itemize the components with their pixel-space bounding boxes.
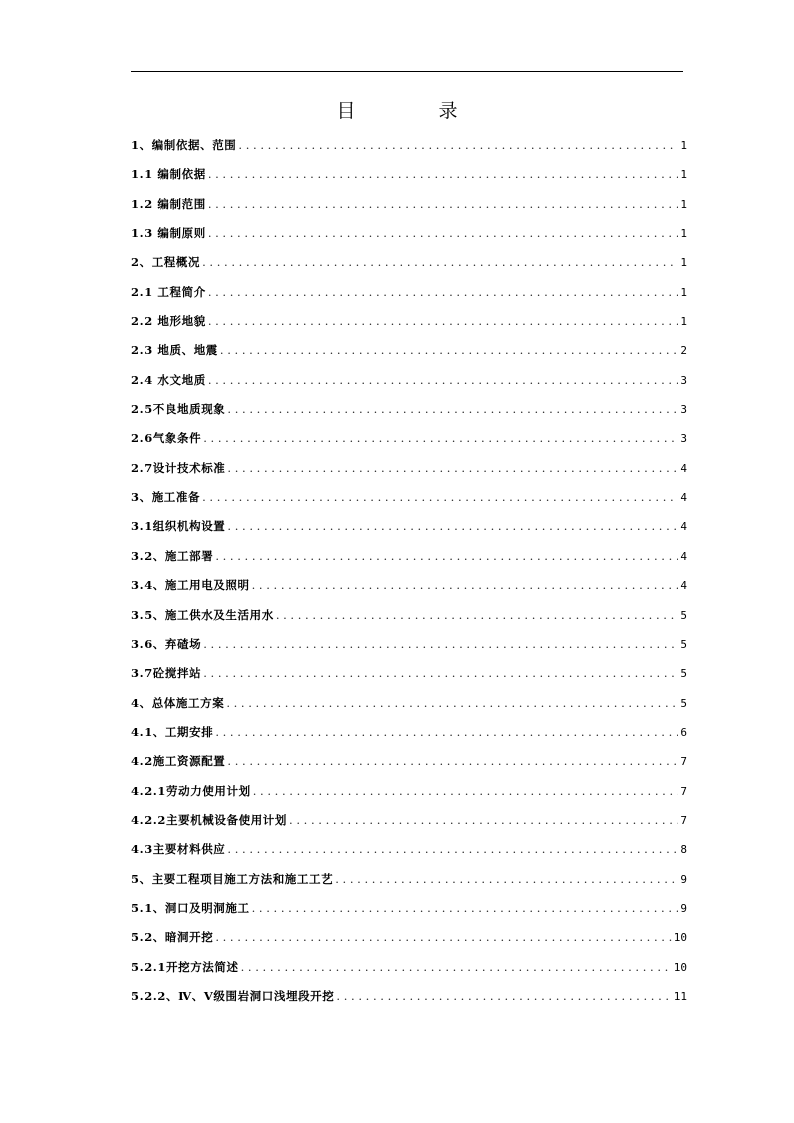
toc-entry[interactable] (131, 987, 687, 1016)
toc-entry[interactable] (131, 840, 687, 869)
toc-entry-label: 1.2 编制范围 (131, 196, 206, 211)
toc-entry-page-number: 4 (680, 491, 687, 505)
toc-entry[interactable] (131, 870, 687, 899)
toc-dot-leader (208, 371, 679, 389)
toc-entry-page-number: 1 (680, 285, 687, 299)
toc-entry-label: 3.1组织机构设置 (131, 519, 226, 534)
toc-entry[interactable] (131, 224, 687, 253)
toc-entry-page-number: 7 (680, 813, 687, 827)
toc-dot-leader (226, 694, 678, 712)
toc-entry-page-number: 10 (673, 960, 687, 974)
toc-entry[interactable] (131, 811, 687, 840)
toc-dot-leader (227, 517, 678, 535)
toc-title: 目 录 (336, 100, 490, 122)
toc-entry[interactable] (131, 606, 687, 635)
toc-dot-leader (252, 576, 679, 594)
toc-entry-label: 1、编制依据、范围 (131, 138, 237, 152)
toc-dot-leader (203, 635, 678, 653)
toc-entry[interactable] (131, 958, 687, 987)
toc-entry-page-number: 3 (680, 432, 687, 446)
toc-entry-page-number: 7 (680, 784, 687, 798)
toc-entry-label: 4.2施工资源配置 (131, 754, 226, 769)
toc-dot-leader (208, 283, 679, 301)
toc-entry[interactable] (131, 782, 687, 811)
toc-entry[interactable] (131, 752, 687, 781)
toc-entry[interactable] (131, 312, 687, 341)
toc-dot-leader (215, 547, 678, 565)
toc-dot-leader (202, 488, 678, 506)
toc-entry-page-number: 5 (680, 696, 687, 710)
toc-entry-page-number: 1 (680, 139, 687, 152)
toc-entry-label: 2.7设计技术标准 (131, 460, 226, 475)
toc-dot-leader (208, 312, 679, 330)
toc-dot-leader (336, 987, 671, 1005)
toc-entry[interactable] (131, 517, 687, 546)
table-of-contents (131, 136, 687, 1016)
toc-entry[interactable] (131, 283, 687, 312)
toc-entry-page-number: 8 (680, 843, 687, 857)
toc-entry[interactable] (131, 429, 687, 458)
toc-entry[interactable] (131, 400, 687, 429)
toc-entry-label: 5.2.2、Ⅳ、Ⅴ级围岩洞口浅埋段开挖 (131, 988, 335, 1003)
toc-entry[interactable] (131, 165, 687, 194)
toc-entry-page-number: 3 (680, 373, 687, 387)
toc-dot-leader (241, 958, 672, 976)
toc-entry[interactable] (131, 459, 687, 488)
toc-entry[interactable] (131, 341, 687, 370)
toc-dot-leader (227, 459, 678, 477)
toc-dot-leader (202, 253, 678, 271)
toc-dot-leader (335, 870, 678, 888)
toc-entry-label: 3.2、施工部署 (131, 548, 214, 563)
toc-entry-page-number: 1 (680, 256, 687, 270)
toc-entry-page-number: 2 (680, 344, 687, 358)
toc-entry-page-number: 4 (680, 549, 687, 563)
toc-entry[interactable] (131, 488, 687, 517)
toc-entry-page-number: 1 (680, 197, 687, 211)
toc-entry[interactable] (131, 928, 687, 957)
toc-entry-label: 3、施工准备 (131, 490, 201, 505)
toc-entry-label: 4.2.2主要机械设备使用计划 (131, 812, 288, 827)
toc-dot-leader (215, 723, 678, 741)
toc-dot-leader (252, 899, 679, 917)
toc-entry-page-number: 4 (680, 461, 687, 475)
toc-entry-page-number: 5 (680, 667, 687, 681)
toc-dot-leader (220, 341, 678, 359)
toc-entry-label: 2.3 地质、地震 (131, 343, 218, 358)
toc-entry-label: 3.7砼搅拌站 (131, 666, 202, 681)
toc-entry-page-number: 6 (680, 725, 687, 739)
toc-entry-label: 5.1、洞口及明洞施工 (131, 900, 250, 915)
header-rule (131, 71, 683, 72)
toc-entry-label: 3.5、施工供水及生活用水 (131, 607, 274, 622)
toc-entry-page-number: 3 (680, 403, 687, 417)
toc-dot-leader (227, 752, 678, 770)
toc-entry-page-number: 5 (680, 608, 687, 622)
toc-dot-leader (238, 136, 678, 154)
toc-entry[interactable] (131, 136, 687, 165)
toc-entry-page-number: 1 (680, 227, 687, 241)
toc-entry-page-number: 10 (673, 931, 687, 945)
toc-dot-leader (208, 165, 679, 183)
toc-dot-leader (253, 782, 679, 800)
toc-entry[interactable] (131, 664, 687, 693)
toc-entry-page-number: 4 (680, 579, 687, 593)
toc-entry-page-number: 7 (680, 755, 687, 769)
toc-entry[interactable] (131, 253, 687, 282)
toc-entry-label: 1.1 编制依据 (131, 167, 206, 182)
toc-entry-page-number: 11 (673, 989, 687, 1003)
toc-entry[interactable] (131, 635, 687, 664)
toc-entry-label: 2、工程概况 (131, 255, 201, 270)
toc-dot-leader (208, 224, 679, 242)
toc-entry-label: 4.2.1劳动力使用计划 (131, 783, 251, 798)
toc-entry[interactable] (131, 576, 687, 605)
toc-entry-label: 2.2 地形地貌 (131, 314, 206, 329)
toc-entry-label: 5.2、暗洞开挖 (131, 930, 214, 945)
toc-entry-page-number: 1 (680, 168, 687, 182)
toc-entry-label: 3.6、弃碴场 (131, 636, 202, 651)
toc-entry-page-number: 9 (680, 872, 687, 886)
toc-entry[interactable] (131, 371, 687, 400)
toc-entry[interactable] (131, 195, 687, 224)
toc-entry[interactable] (131, 547, 687, 576)
toc-entry-page-number: 1 (680, 315, 687, 329)
toc-dot-leader (208, 195, 679, 213)
toc-dot-leader (276, 606, 679, 624)
toc-entry-label: 1.3 编制原则 (131, 226, 206, 241)
toc-dot-leader (215, 928, 671, 946)
toc-entry-label: 2.1 工程简介 (131, 284, 206, 299)
toc-entry-label: 4.3主要材料供应 (131, 842, 226, 857)
toc-entry-label: 4、总体施工方案 (131, 695, 225, 710)
toc-entry-label: 5、主要工程项目施工方法和施工工艺 (131, 871, 334, 886)
toc-dot-leader (289, 811, 678, 829)
toc-entry-label: 4.1、工期安排 (131, 724, 214, 739)
toc-entry-page-number: 9 (680, 901, 687, 915)
toc-entry-page-number: 4 (680, 520, 687, 534)
toc-entry[interactable] (131, 694, 687, 723)
toc-dot-leader (227, 840, 678, 858)
toc-entry[interactable] (131, 723, 687, 752)
toc-entry-label: 2.5不良地质现象 (131, 402, 226, 417)
toc-entry-label: 3.4、施工用电及照明 (131, 578, 250, 593)
toc-entry-page-number: 5 (680, 637, 687, 651)
toc-dot-leader (203, 664, 678, 682)
toc-dot-leader (227, 400, 678, 418)
toc-entry[interactable] (131, 899, 687, 928)
toc-entry-label: 5.2.1开挖方法简述 (131, 959, 239, 974)
toc-dot-leader (203, 429, 678, 447)
toc-entry-label: 2.6气象条件 (131, 431, 202, 446)
toc-entry-label: 2.4 水文地质 (131, 372, 206, 387)
